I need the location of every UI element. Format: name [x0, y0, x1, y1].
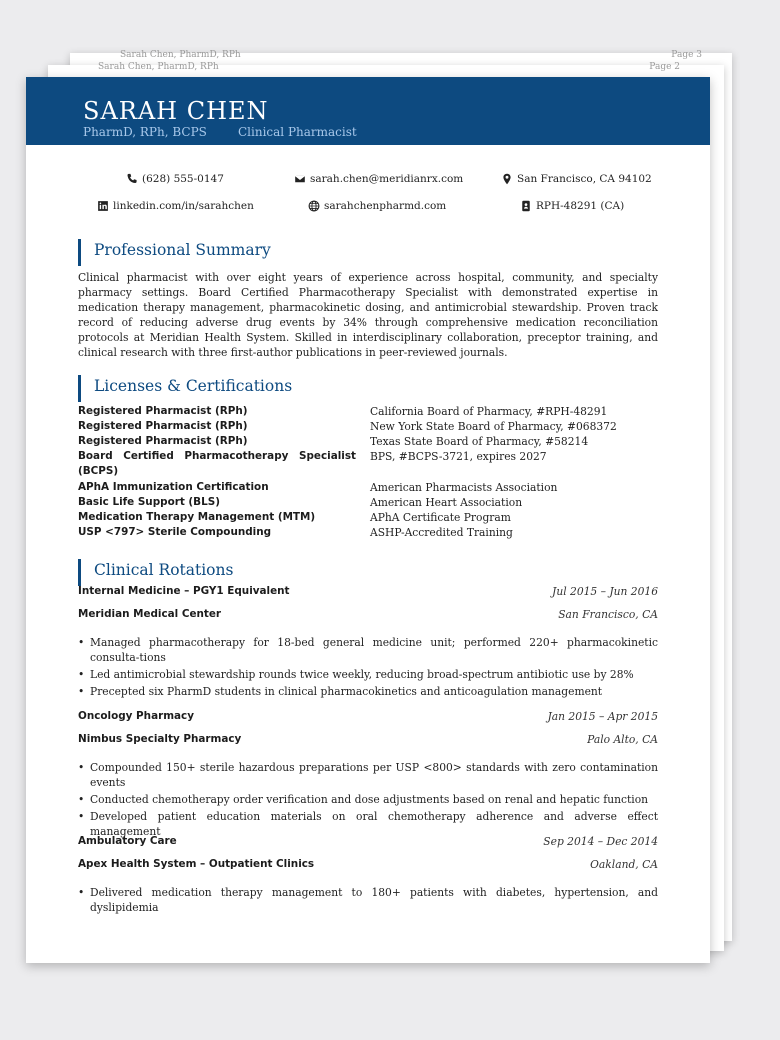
license-issuer: California Board of Pharmacy, #RPH-48291	[370, 405, 608, 418]
list-item: • Conducted chemotherapy order verification and dose adjustments based on renal and hepatic function	[78, 792, 658, 807]
list-item: • Delivered medication therapy management to 180+ patients with diabetes, hypertension, and dyslipidemia	[78, 885, 658, 915]
summary-section-heading	[78, 239, 271, 266]
license-name: Registered Pharmacist (RPh)	[78, 405, 248, 417]
license-text: RPH-48291 (CA)	[536, 200, 625, 212]
candidate-name: SARAH CHEN	[83, 97, 269, 125]
list-item: • Developed patient education materials on oral chemotherapy adherence and adverse effect management	[78, 809, 658, 839]
rotation-organization: Meridian Medical Center	[78, 608, 222, 620]
license-name: USP <797> Sterile Compounding	[78, 526, 272, 538]
license-issuer: American Heart Association	[370, 496, 523, 509]
rotation-location: San Francisco, CA	[558, 608, 658, 621]
linkedin-text[interactable]: linkedin.com/in/sarahchen	[113, 200, 254, 212]
contact-linkedin[interactable]	[97, 200, 254, 212]
email-text[interactable]: sarah.chen@meridianrx.com	[310, 173, 464, 185]
email-icon	[294, 173, 306, 185]
running-header-page: Page 2	[649, 62, 680, 72]
list-item: • Precepted six PharmD students in clinical pharmacokinetics and anticoagulation management	[78, 684, 658, 699]
list-item: • Managed pharmacotherapy for 18-bed general medicine unit; performed 220+ pharmacokinetic consulta-tions	[78, 635, 658, 665]
license-issuer: APhA Certificate Program	[370, 511, 511, 524]
section-title: Clinical Rotations	[94, 561, 234, 579]
location-pin-icon	[501, 173, 513, 185]
rotation-title-row	[78, 835, 658, 851]
list-item: • Compounded 150+ sterile hazardous preparations per USP <800> standards with zero contamination events	[78, 760, 658, 790]
rotation-dates: Jul 2015 – Jun 2016	[552, 585, 658, 598]
license-name: Registered Pharmacist (RPh)	[78, 420, 248, 432]
rotations-section-heading	[78, 559, 234, 586]
license-name: Medication Therapy Management (MTM)	[78, 511, 316, 523]
linkedin-icon	[97, 200, 109, 212]
job-role: Clinical Pharmacist	[238, 125, 357, 139]
running-header-page: Page 3	[671, 50, 702, 60]
rotation-title: Internal Medicine – PGY1 Equivalent	[78, 585, 290, 597]
rotation-org-row	[78, 608, 658, 624]
rotation-location: Palo Alto, CA	[587, 733, 658, 746]
section-title: Licenses & Certifications	[94, 377, 293, 395]
rotation-dates: Jan 2015 – Apr 2015	[547, 710, 658, 723]
summary-text: Clinical pharmacist with over eight years of experience across hospital, community, and specialty pharmacy settings. Board Certified Pharmacotherapy Specialist with demonstrated expertise in medication therapy management, pharmacokinetic dosing, and antimicrobial stewardship. Proven track record of reducing adverse drug events by 34% through comprehensive medication reconciliation protocols at Meridian Health System. Skilled in interdisciplinary collaboration, preceptor training, and clinical research with three first-author publications in peer-reviewed journals.	[78, 271, 658, 359]
contact-email[interactable]	[294, 173, 463, 185]
license-issuer: ASHP-Accredited Training	[370, 526, 513, 539]
rotation-title-row	[78, 710, 658, 726]
license-issuer: Texas State Board of Pharmacy, #58214	[370, 435, 589, 448]
rotation-organization: Nimbus Specialty Pharmacy	[78, 733, 242, 745]
license-name: Registered Pharmacist (RPh)	[78, 435, 248, 447]
rotation-title-row	[78, 585, 658, 601]
id-badge-icon	[520, 200, 532, 212]
rotation-title: Oncology Pharmacy	[78, 710, 194, 722]
credentials: PharmD, RPh, BCPS	[83, 125, 207, 139]
location-text: San Francisco, CA 94102	[517, 173, 652, 185]
rotation-org-row	[78, 858, 658, 874]
rotation-location: Oakland, CA	[590, 858, 658, 871]
website-text[interactable]: sarahchenpharmd.com	[324, 200, 447, 212]
contact-website[interactable]	[308, 200, 446, 212]
license-issuer: New York State Board of Pharmacy, #068372	[370, 420, 617, 433]
rotation-dates: Sep 2014 – Dec 2014	[543, 835, 658, 848]
rotation-organization: Apex Health System – Outpatient Clinics	[78, 858, 315, 870]
contact-license	[520, 200, 624, 212]
phone-icon	[126, 173, 138, 185]
license-name: APhA Immunization Certification	[78, 481, 269, 493]
list-item: • Led antimicrobial stewardship rounds twice weekly, reducing broad-spectrum antibiotic use by 28%	[78, 667, 658, 682]
license-issuer: American Pharmacists Association	[370, 481, 558, 494]
header-banner	[26, 77, 710, 145]
licenses-section-heading	[78, 375, 293, 402]
section-title: Professional Summary	[94, 241, 271, 259]
license-name: Board Certified Pharmacotherapy Specialist (BCPS)	[78, 450, 356, 477]
license-issuer: BPS, #BCPS-3721, expires 2027	[370, 450, 547, 463]
rotation-title: Ambulatory Care	[78, 835, 177, 847]
rotation-org-row	[78, 733, 658, 749]
rotation-bullets	[78, 885, 658, 917]
running-header-left: Sarah Chen, PharmD, RPh	[120, 50, 241, 60]
resume-page	[26, 77, 710, 963]
globe-icon	[308, 200, 320, 212]
license-name: Basic Life Support (BLS)	[78, 496, 220, 508]
contact-phone	[126, 173, 224, 185]
rotation-bullets	[78, 635, 658, 701]
phone-text: (628) 555-0147	[142, 173, 224, 185]
running-header-left: Sarah Chen, PharmD, RPh	[98, 62, 219, 72]
contact-location	[501, 173, 652, 185]
rotation-bullets	[78, 760, 658, 841]
